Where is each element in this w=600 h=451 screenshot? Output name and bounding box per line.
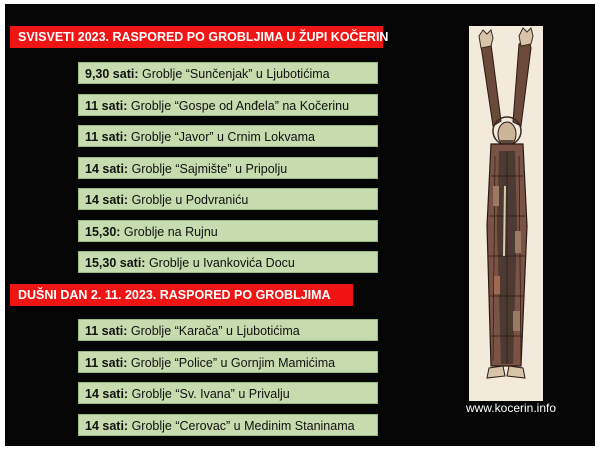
schedule-list-svisveti [78, 62, 378, 283]
schedule-time: 15,30 sati: [85, 256, 146, 270]
slide [5, 4, 595, 446]
schedule-item [78, 220, 378, 242]
saint-figure-image [469, 26, 543, 401]
schedule-time: 11 sati: [85, 130, 128, 144]
schedule-item [78, 125, 378, 147]
schedule-place: Groblje “Gospe od Anđela” na Kočerinu [127, 98, 350, 113]
schedule-time: 11 sati: [85, 324, 128, 338]
schedule-place: Groblje “Sajmište” u Pripolju [128, 161, 288, 176]
schedule-place: Groblje u Podvraniću [128, 193, 249, 207]
schedule-time: 14 sati: [85, 418, 129, 433]
schedule-place: Groblje na Rujnu [120, 224, 218, 239]
schedule-place: Groblje “Police” u Gornjim Mamićima [127, 355, 336, 370]
schedule-time: 11 sati: [85, 355, 128, 370]
schedule-item [78, 94, 378, 116]
schedule-item [78, 351, 378, 373]
schedule-place: Groblje u Ivankovića Docu [145, 256, 295, 270]
schedule-item [78, 251, 378, 273]
schedule-list-dusni-dan [78, 319, 378, 445]
schedule-time: 14 sati: [85, 387, 129, 401]
schedule-place: Groblje “Karača” u Ljubotićima [127, 324, 300, 338]
schedule-item [78, 62, 378, 84]
schedule-item [78, 319, 378, 341]
schedule-place: Groblje “Sunčenjak” u Ljubotićima [138, 67, 330, 81]
schedule-item [78, 188, 378, 210]
schedule-time: 14 sati: [85, 193, 129, 207]
schedule-item [78, 157, 378, 179]
schedule-time: 11 sati: [85, 98, 128, 113]
schedule-place: Groblje “Cerovac” u Medinim Staninama [128, 418, 355, 433]
banner-dusni-dan: DUŠNI DAN 2. 11. 2023. RASPORED PO GROBLJIMA [10, 284, 353, 306]
schedule-place: Groblje “Javor” u Crnim Lokvama [127, 130, 315, 144]
schedule-place: Groblje “Sv. Ivana” u Privalju [128, 387, 290, 401]
website-label: www.kocerin.info [465, 401, 557, 415]
schedule-item [78, 382, 378, 404]
schedule-time: 14 sati: [85, 161, 129, 176]
schedule-time: 9,30 sati: [85, 67, 139, 81]
schedule-time: 15,30: [85, 224, 121, 239]
schedule-item [78, 414, 378, 436]
banner-svisveti: SVISVETI 2023. RASPORED PO GROBLJIMA U ŽUPI KOČERIN [10, 26, 383, 48]
